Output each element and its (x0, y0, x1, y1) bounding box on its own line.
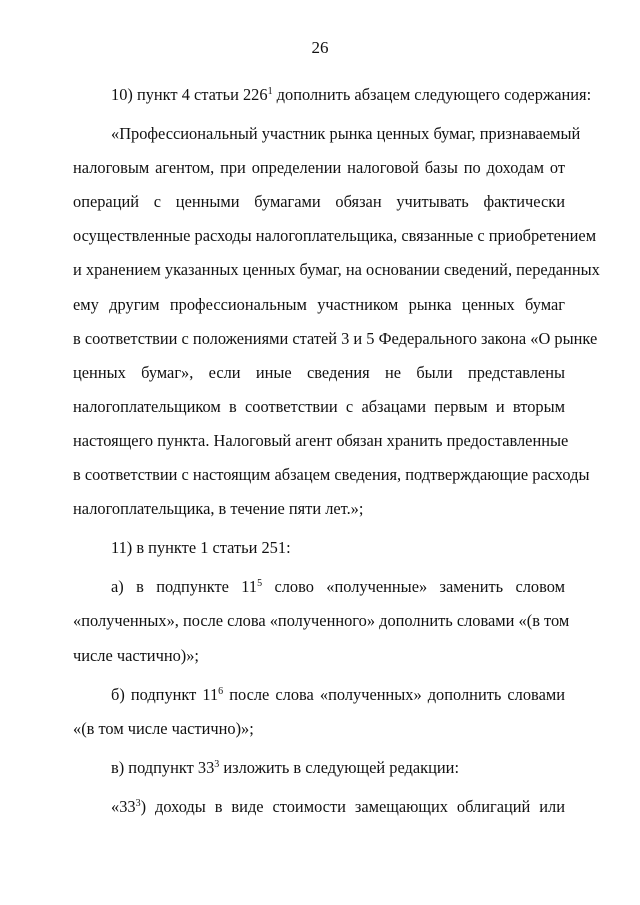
text-line: ему другим профессиональным участником рынка ценных бумаг (73, 294, 565, 314)
text-line: в) подпункт $33^3$ изложить в следующей редакции: (111, 757, 460, 777)
subitem-b (73, 678, 565, 746)
text-line: «Профессиональный участник рынка ценных бумаг, признаваемый (111, 124, 581, 144)
new-subitem-text (73, 790, 565, 824)
subitem-a (73, 570, 570, 672)
text-line: «полученных», после слова «полученного» дополнить словами «(в том (73, 611, 570, 631)
page-number: 26 (311, 38, 329, 57)
paragraph-11 (73, 531, 565, 565)
superscript: 6 (218, 685, 224, 697)
subitem-v (73, 751, 565, 785)
text-line: «(в том числе частично)»; (73, 718, 254, 738)
superscript: 3 (135, 797, 141, 809)
superscript: 3 (214, 758, 220, 770)
text-line: налогоплательщика, в течение пяти лет.»; (73, 499, 364, 519)
text-line: числе частично)»; (73, 645, 199, 665)
text-line: налогоплательщиком в соответствии с абзацами первым и вторым (73, 396, 565, 416)
text-line: ценных бумаг», если иные сведения не были представлены (73, 362, 565, 382)
quoted-paragraph (73, 117, 600, 526)
text-line: в соответствии с настоящим абзацем сведения, подтверждающие расходы (73, 465, 590, 485)
text-line: настоящего пункта. Налоговый агент обязан хранить предоставленные (73, 430, 569, 450)
text-line: а) в подпункте $11^5$ слово «полученные» заменить словом (111, 577, 565, 597)
superscript: 1 (267, 86, 273, 97)
text-line: осуществленные расходы налогоплательщика, связанные с приобретением (73, 226, 597, 246)
text-line: б) подпункт $11^6$ после слова «полученных» дополнить словами (111, 684, 565, 704)
text-line: «$33^3$) доходы в виде стоимости замещающих облигаций или (111, 796, 565, 816)
superscript: 5 (257, 578, 263, 590)
text-line: 10) пункт 4 статьи $226^1$ дополнить абзацем следующего содержания: (111, 85, 592, 104)
document-body (73, 78, 600, 824)
text-line: в соответствии с положениями статей 3 и 5 Федерального закона «О рынке (73, 328, 598, 348)
text-line: операций с ценными бумагами обязан учитывать фактически (73, 192, 565, 212)
text-line: 11) в пункте 1 статьи 251: (111, 538, 291, 558)
text-line: налоговым агентом, при определении налоговой базы по доходам от (73, 158, 565, 178)
paragraph-10 (73, 78, 592, 112)
text-line: и хранением указанных ценных бумаг, на основании сведений, переданных (73, 260, 600, 280)
